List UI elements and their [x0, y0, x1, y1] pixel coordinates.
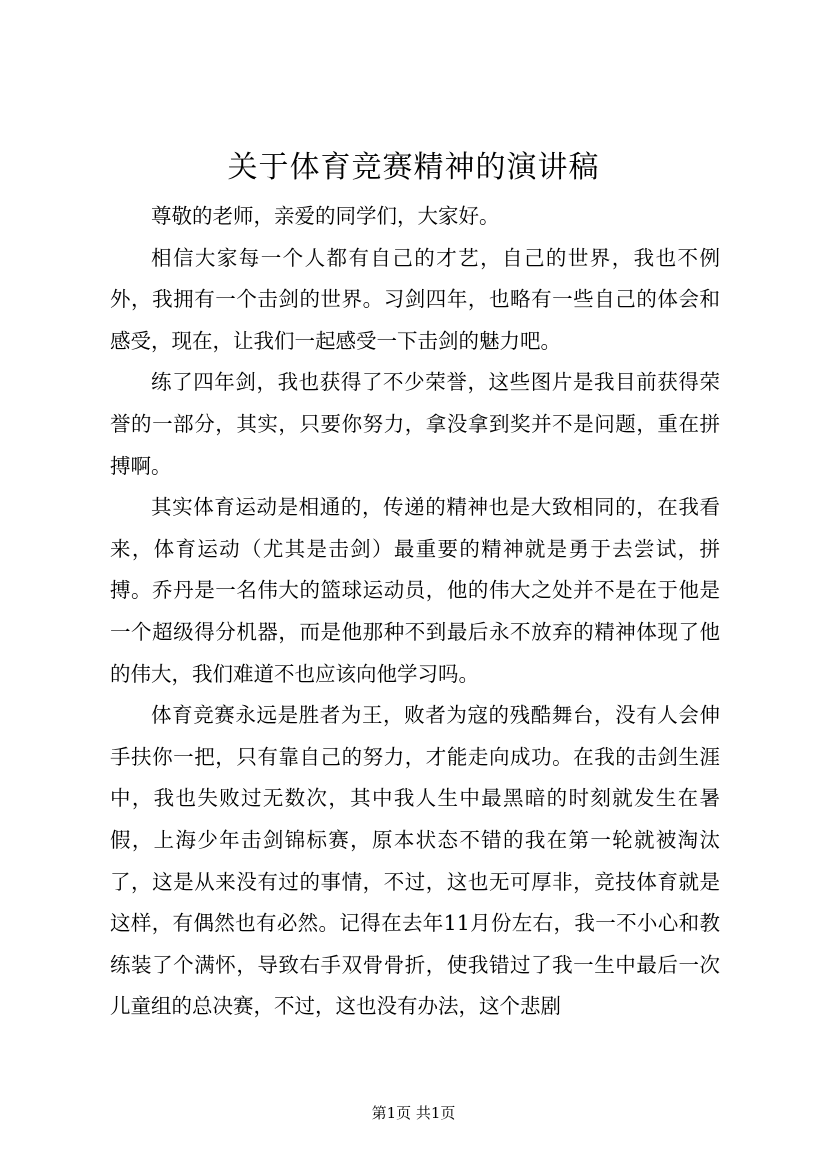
- document-body: [110, 196, 720, 1028]
- paragraph-competition: 体育竞赛永远是胜者为王，败者为寇的残酷舞台，没有人会伸手扶你一把，只有靠自己的努力，才能走向成功。在我的击剑生涯中，我也失败过无数次，其中我人生中最黑暗的时刻就发生在暑假，上海少年击剑锦标赛，原本状态不错的我在第一轮就被淘汰了，这是从来没有过的事情，不过，这也无可厚非，竞技体育就是这样，有偶然也有必然。记得在去年11月份左右，我一不小心和教练装了个满怀，导致右手双骨骨折，使我错过了我一生中最后一次儿童组的总决赛，不过，这也没有办法，这个悲剧: [110, 703, 720, 1019]
- paragraph-intro: 相信大家每一个人都有自己的才艺，自己的世界，我也不例外，我拥有一个击剑的世界。习剑四年，也略有一些自己的体会和感受，现在，让我们一起感受一下击剑的魅力吧。: [110, 245, 720, 353]
- paragraph-greeting: 尊敬的老师，亲爱的同学们，大家好。: [151, 204, 500, 228]
- paragraph-honors: 练了四年剑，我也获得了不少荣誉，这些图片是我目前获得荣誉的一部分，其实，只要你努力，拿没拿到奖并不是问题，重在拼搏啊。: [110, 370, 720, 478]
- page-number-footer: 第1页 共1页: [371, 1104, 456, 1122]
- document-title: 关于体育竞赛精神的演讲稿: [227, 150, 600, 185]
- paragraph-sports-spirit: 其实体育运动是相通的，传递的精神也是大致相同的，在我看来，体育运动（尤其是击剑）最重要的精神就是勇于去尝试，拼搏。乔丹是一名伟大的篮球运动员，他的伟大之处并不是在于他是一个超级得分机器，而是他那种不到最后永不放弃的精神体现了他的伟大，我们难道不也应该向他学习吗。: [110, 495, 720, 686]
